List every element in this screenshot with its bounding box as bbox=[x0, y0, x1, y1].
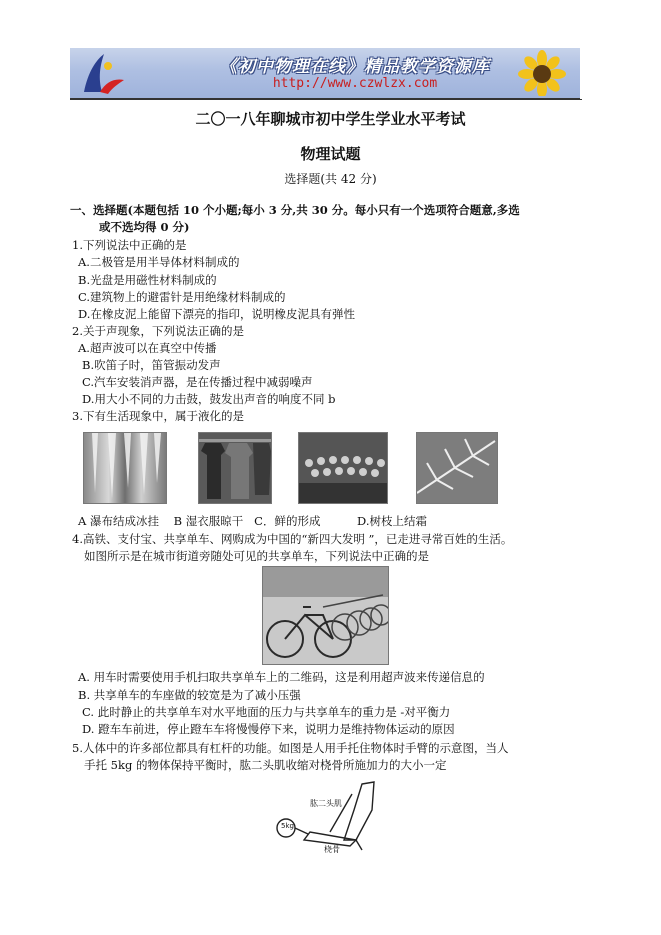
q5-stem-line2: 手托 5kg 的物体保持平衡时，肱二头肌收缩对桡骨所施加力的大小一定 bbox=[84, 758, 447, 772]
q4-stem-line1: 4.高铁、支付宝、共享单车、网购成为中国的“新四大发明 ”，已走进寻常百姓的生活。 bbox=[72, 532, 513, 546]
q1-option-c: C.建筑物上的避雷针是用绝缘材料制成的 bbox=[78, 290, 286, 304]
q1-option-b: B.光盘是用磁性材料制成的 bbox=[78, 273, 217, 287]
sunflower-icon bbox=[512, 50, 572, 96]
fig-label-bone: 桡骨 bbox=[324, 845, 340, 854]
photo-wet-clothes bbox=[198, 432, 272, 504]
banner-url: http://www.czwlzx.com bbox=[272, 76, 438, 91]
q4-option-d: D. 蹬车车前进，停止蹬车车将慢慢停下来，说明力是维持物体运动的原因 bbox=[82, 722, 455, 736]
q1-option-d: D.在橡皮泥上能留下漂亮的指印，说明橡皮泥具有弹性 bbox=[78, 307, 355, 321]
banner-divider bbox=[70, 99, 582, 100]
header-banner bbox=[70, 48, 580, 99]
exam-subject: 物理试题 bbox=[300, 145, 361, 163]
section-heading-line1: 一、选择题(本题包括 10 个小题;每小 3 分,共 30 分。每小只有一个选项符合题意,多选 bbox=[70, 203, 520, 217]
q2-option-b: B.吹笛子时，笛管振动发声 bbox=[82, 358, 221, 372]
exam-title: 二〇一八年聊城市初中学生学业水平考试 bbox=[195, 110, 466, 128]
arm-lever-figure bbox=[270, 780, 390, 860]
site-logo bbox=[78, 52, 128, 96]
section-note: 选择题(共 42 分) bbox=[284, 172, 377, 186]
photo-shared-bikes bbox=[262, 566, 389, 665]
q2-option-d: D.用大小不同的力击鼓，鼓发出声音的响度不同 b bbox=[82, 392, 336, 406]
fig-label-muscle: 肱二头肌 bbox=[310, 799, 342, 808]
q4-option-a: A. 用车时需要使用手机扫取共享单车上的二维码，这是利用超声波来传递信息的 bbox=[78, 670, 485, 684]
q4-option-c: C. 此时静止的共享单车对水平地面的压力与共享单车的重力是 -对平衡力 bbox=[82, 705, 451, 719]
q3-captions: A 瀑布结成冰挂 B 湿衣服晾干 C．鲜的形成 D.树枝上结霜 bbox=[78, 514, 427, 528]
q2-option-a: A.超声波可以在真空中传播 bbox=[78, 341, 217, 355]
photo-waterfall-icicles bbox=[83, 432, 167, 504]
q1-option-a: A.二极管是用半导体材料制成的 bbox=[78, 255, 240, 269]
banner-title: 《初中物理在线》精品教学资源库 bbox=[220, 57, 490, 77]
photo-frost-branch bbox=[416, 432, 498, 504]
q2-stem: 2.关于声现象，下列说法正确的是 bbox=[72, 324, 244, 338]
section-heading-line2: 或不选均得 0 分) bbox=[99, 220, 190, 234]
q4-stem-line2: 如图所示是在城市街道旁随处可见的共享单车，下列说法中正确的是 bbox=[84, 549, 429, 563]
photo-fog-dew bbox=[298, 432, 388, 504]
q1-stem: 1.下列说法中正确的是 bbox=[72, 238, 187, 252]
q5-stem-line1: 5.人体中的许多部位都具有杠杆的功能。如图是人用手托住物体时手臂的示意图，当人 bbox=[72, 741, 509, 755]
q2-option-c: C.汽车安装消声器，是在传播过程中减弱噪声 bbox=[82, 375, 313, 389]
fig-label-weight: 5kg bbox=[281, 822, 294, 830]
q4-option-b: B. 共享单车的车座做的较宽是为了减小压强 bbox=[78, 688, 301, 702]
q3-stem: 3.下有生活现象中，属于液化的是 bbox=[72, 409, 244, 423]
